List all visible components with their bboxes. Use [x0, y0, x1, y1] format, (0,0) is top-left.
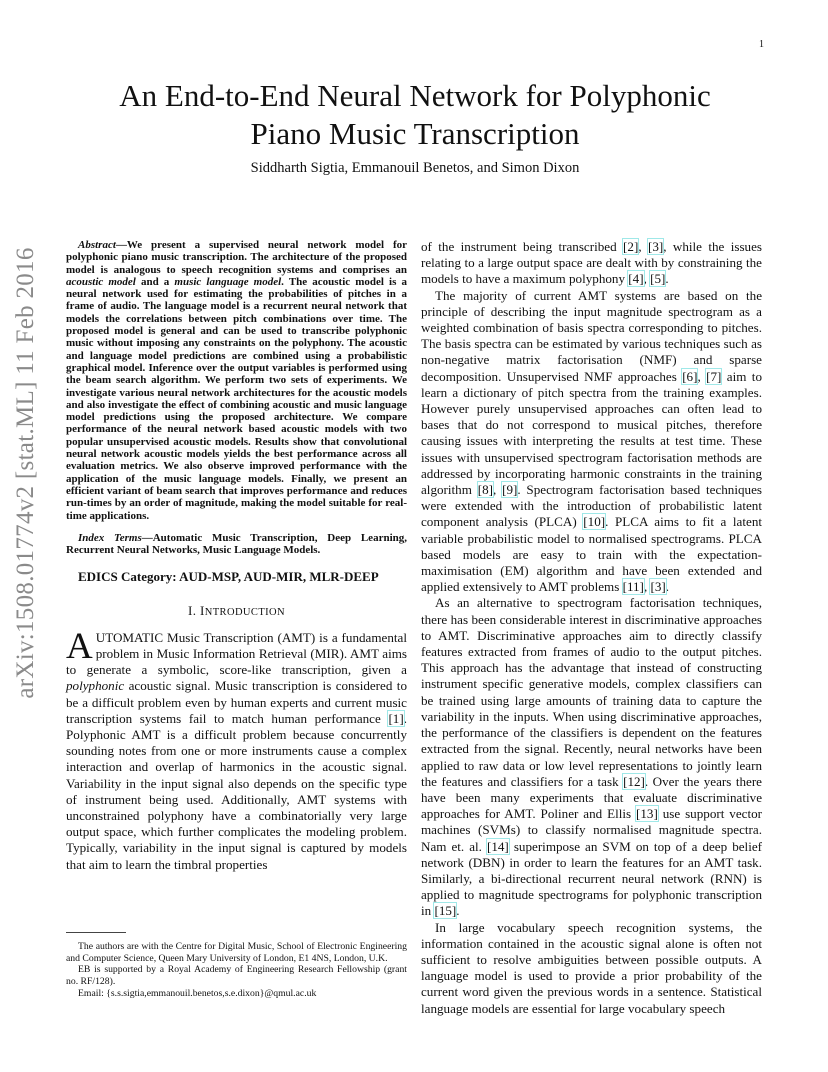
- title-line-2: Piano Music Transcription: [250, 116, 580, 151]
- citation-link[interactable]: [15]: [434, 903, 457, 919]
- text: ,: [697, 368, 707, 384]
- index-terms: [66, 532, 407, 557]
- page-number: 1: [759, 39, 764, 50]
- text: of the instrument being transcribed: [421, 239, 624, 254]
- intro-em: polyphonic: [66, 678, 125, 694]
- abstract-em-language: music language model: [174, 275, 282, 288]
- abstract-dash: —: [115, 239, 127, 251]
- citation-link[interactable]: [7]: [706, 368, 722, 384]
- citation-link[interactable]: [1]: [388, 710, 404, 726]
- footnote-rule: [66, 932, 126, 933]
- abstract-label: Abstract: [78, 239, 116, 251]
- footnote-affiliation: The authors are with the Centre for Digital Music, School of Electronic Engineering and Computer Science, Queen Mary University of London, E1 4NS, London, U.K.: [66, 941, 407, 964]
- citation-link[interactable]: [4]: [628, 271, 644, 287]
- text: The majority of current AMT systems are based on the principle of describing the input magnitude spectrogram as a weighted combination of basis spectra corresponding to pitches. The basis spectra can be estimated by various techniques such as non-negative matrix factorisation (NMF) and sparse decomposition. Unsupervised NMF approaches: [421, 287, 762, 384]
- citation-link[interactable]: [9]: [502, 482, 518, 498]
- text: , while the issues relating to a large output space are dealt with by constraining the models to have a maximum polyphony: [421, 239, 763, 287]
- abstract: [66, 239, 407, 522]
- text: . Over the years there have been many experiments that evaluate discriminative approaches for AMT. Poliner and Ellis: [421, 773, 762, 822]
- citation-link[interactable]: [11]: [622, 579, 644, 595]
- text: .: [665, 579, 670, 595]
- citation-link[interactable]: [8]: [477, 482, 493, 498]
- index-terms-text: —Automatic Music Transcription, Deep Learning, Recurrent Neural Networks, Music Language Models.: [66, 531, 407, 557]
- intro-text-3: . Polyphonic AMT is a difficult problem because concurrently sounding notes from one or more instruments cause a complex interaction and overlap of harmonics in the acoustic signal. Variability in the input signal also depends on the specific type of instrument being used. Additionally, AMT systems with unconstrained polyphony have a combinatorially very large output space, which further complicates the modeling problem. Typically, variability in the input signal is captured by models that aim to learn the timbral properties: [66, 710, 407, 872]
- text: . Spectrogram factorisation based techniques were extended with the introduction of probabilistic latent component analysis (PLCA): [421, 482, 762, 530]
- text: ,: [493, 482, 503, 498]
- footnote-email: Email: {s.s.sigtia,emmanouil.benetos,s.e.dixon}@qmul.ac.uk: [78, 987, 317, 999]
- edics-category: EDICS Category: AUD-MSP, AUD-MIR, MLR-DEEP: [78, 569, 379, 585]
- paper-title: [70, 77, 760, 153]
- abstract-text-1: We present a supervised neural network model for polyphonic piano music transcription. The architecture of the proposed model is analogous to speech recognition systems and comprises an: [66, 239, 407, 276]
- citation-link[interactable]: [5]: [650, 271, 666, 287]
- footnote-funding: EB is supported by a Royal Academy of Engineering Research Fellowship (grant no. RF/128).: [66, 964, 407, 988]
- text: . PLCA aims to fit a latent variable probabilistic model to normalised spectrograms. PLCA based models are easy to train with the expectation-maximisation (EM) algorithm and have been extended and applied extensively to AMT problems: [421, 514, 763, 595]
- citation-link[interactable]: [12]: [623, 773, 645, 789]
- arxiv-stamp-text: arXiv:1508.01774v2 [stat.ML] 11 Feb 2016: [12, 247, 39, 699]
- text: As an alternative to spectrogram factorisation techniques, there has been considerable interest in discriminative approaches to AMT. Discriminative approaches aim to directly classify features extracted from frames of audio to the output pitches. This approach has the advantage that instead of constructing instrument specific generative models, complex classifiers can be trained using large amounts of training data to capture the variability in the inputs. When using discriminative approaches, the performance of the classifiers is dependent on the features extracted from the signal. Recently, neural networks have been applied to raw data or low level representations to jointly learn the features and classifiers for a task: [421, 595, 762, 789]
- text: ,: [643, 271, 651, 287]
- section-heading: [66, 603, 407, 621]
- text: ,: [638, 239, 648, 254]
- citation-link[interactable]: [6]: [682, 368, 698, 384]
- citation-link[interactable]: [2]: [623, 239, 639, 254]
- footnotes: [66, 941, 407, 1000]
- text: use support vector machines (SVMs) to classify normalised magnitude spectra. Nam et. al.: [421, 806, 762, 854]
- intro-text-1: UTOMATIC Music Transcription (AMT) is a fundamental problem in Music Information Retrieval (MIR). AMT aims to generate a symbolic, score-like transcription, given a: [66, 629, 407, 678]
- citation-link[interactable]: [3]: [650, 579, 666, 595]
- title-line-1: An End-to-End Neural Network for Polyphonic: [119, 78, 711, 113]
- abstract-text-3: . The acoustic model is a neural network used for estimating the probabilities of pitches in a frame of audio. The language model is a recurrent neural network that models the correlations between pitch combinations over time. The proposed model is general and can be used to transcribe polyphonic music without imposing any constraints on the polyphony. The acoustic and language model predictions are combined using a probabilistic graphical model. Inference over the output variables is performed using the beam search algorithm. We perform two sets of experiments. We investigate various neural network architectures for the acoustic models and also investigate the effect of combining acoustic and music language model predictions using the proposed architecture. We compare performance of the neural network based acoustic models with two popular unsupervised acoustic models. Results show that convolutional neural network acoustic models yields the best performance across all evaluation metrics. We also observe improved performance with the application of the music language models. Finally, we present an efficient variant of beam search that improves performance and reduces run-times by an order of magnitude, making the model suitable for real-time applications.: [66, 275, 407, 522]
- citation-link[interactable]: [14]: [486, 838, 509, 854]
- text: .: [456, 903, 460, 919]
- section-number: I. I: [188, 602, 205, 618]
- abstract-em-acoustic: acoustic model: [66, 275, 136, 288]
- right-paragraph-4: In large vocabulary speech recognition systems, the information contained in the acoustic signal alone is often not sufficient to resolve ambiguities between possible outputs. A language model is used to provide a prior probability of the current word given the previous words in a sentence. Statistical language models are essential for large vocabulary speech: [421, 919, 762, 1016]
- index-terms-label: Index Terms: [78, 531, 142, 544]
- intro-paragraph: [66, 625, 407, 873]
- text: aim to learn a dictionary of pitch spectra from the training examples. However purely unsupervised approaches can often lead to bases that do not correspond to musical pitches, therefore causing issues with interpreting the results at test time. These issues with unsupervised spectrogram factorisation methods are addressed by incorporating harmonic constraints in the training algorithm: [421, 368, 762, 498]
- section-name: NTRODUCTION: [204, 606, 285, 618]
- authors: Siddharth Sigtia, Emmanouil Benetos, and Simon Dixon: [250, 160, 580, 176]
- abstract-text-2: and a: [135, 275, 175, 288]
- right-paragraph-1: [421, 239, 762, 288]
- left-column: [66, 239, 407, 873]
- citation-link[interactable]: [10]: [583, 514, 606, 530]
- drop-cap: A: [66, 625, 93, 667]
- intro-text-2: acoustic signal. Music transcription is considered to be a difficult problem even by human experts and current music transcription systems fail to match human performance: [66, 678, 407, 726]
- arxiv-stamp: [6, 247, 46, 699]
- text: ,: [643, 579, 651, 595]
- right-paragraph-2: [421, 288, 762, 596]
- right-paragraph-3: [421, 595, 762, 919]
- text: .: [665, 271, 669, 287]
- citation-link[interactable]: [3]: [647, 239, 664, 254]
- citation-link[interactable]: [13]: [636, 806, 658, 822]
- right-column: [421, 239, 762, 1017]
- text: superimpose an SVM on top of a deep belief network (DBN) in order to learn the features for an AMT task. Similarly, a bi-directional recurrent neural network (RNN) is applied to magnitude spectrograms for polyphonic transcription in: [421, 838, 762, 919]
